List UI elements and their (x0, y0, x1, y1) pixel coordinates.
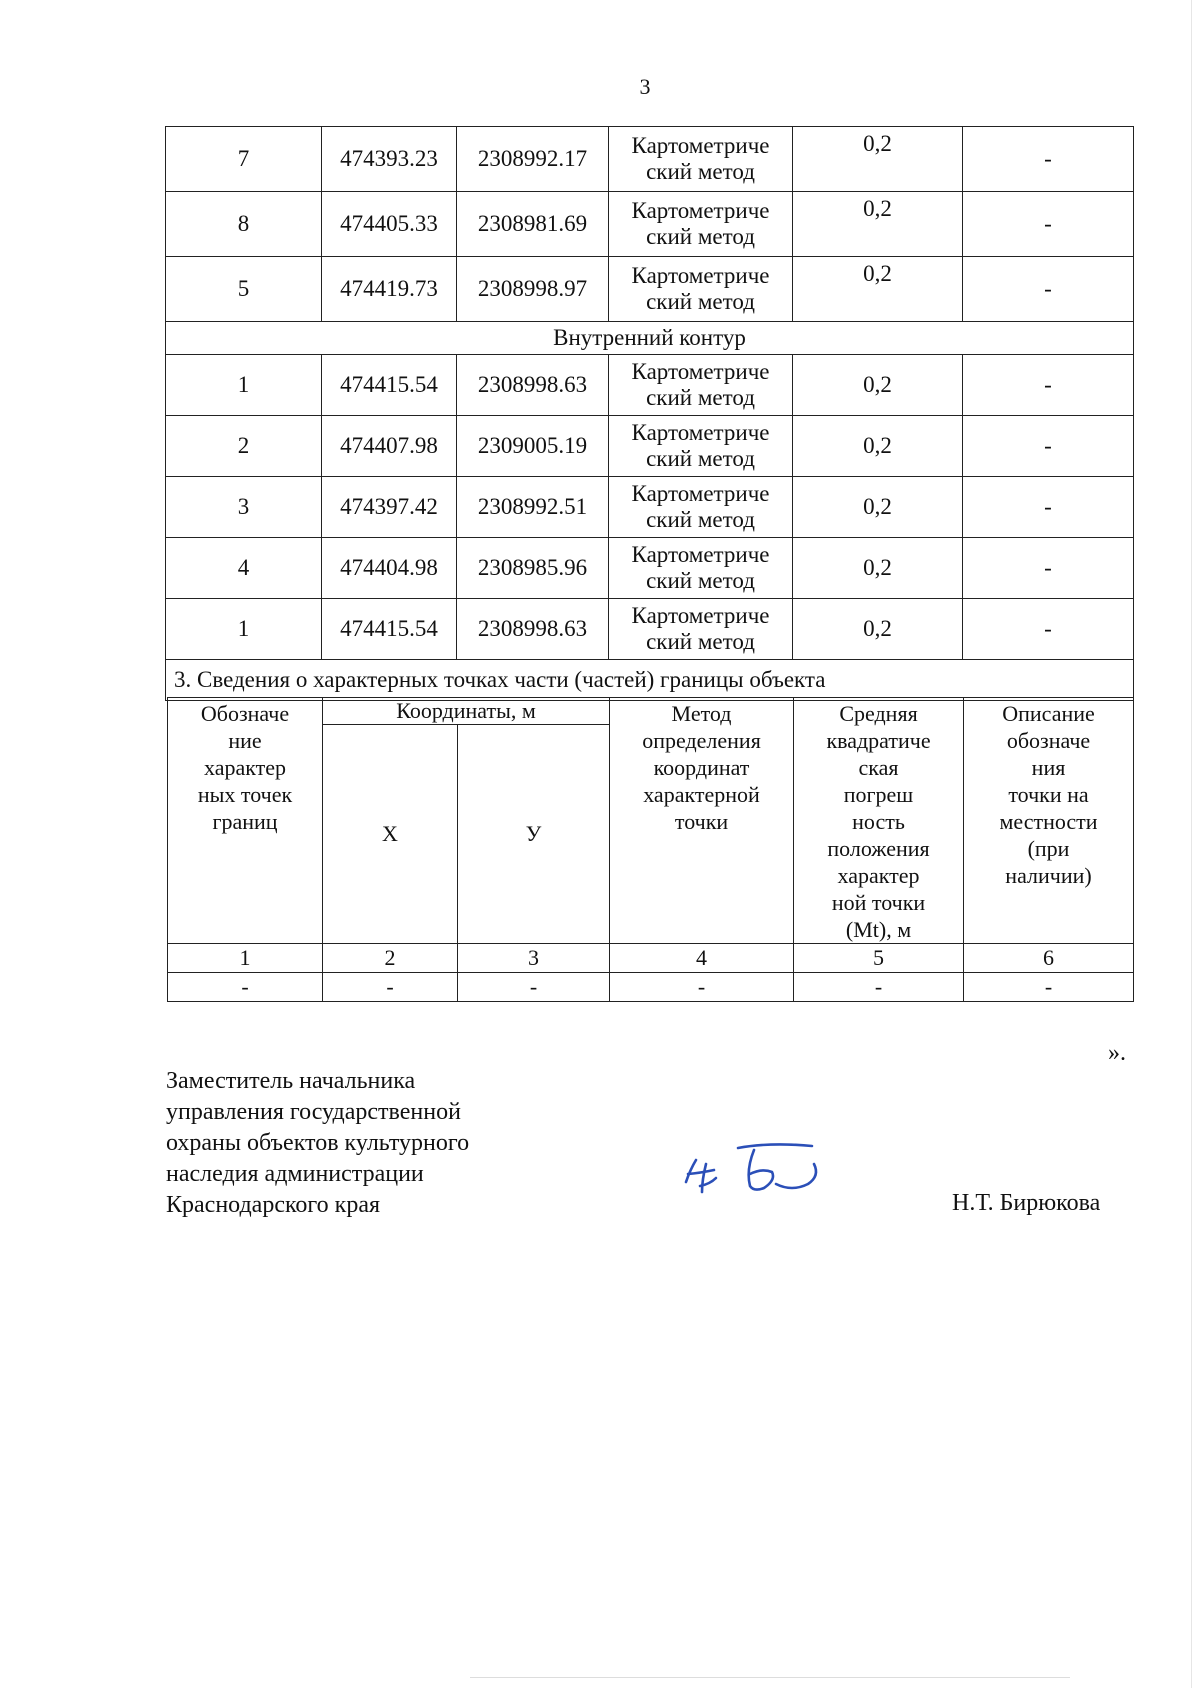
coord-x: 474397.42 (322, 477, 457, 538)
point-number: 2 (166, 416, 322, 477)
mean-error: 0,2 (793, 538, 963, 599)
empty-cell: - (964, 973, 1134, 1002)
method-line: Картометриче (631, 359, 770, 384)
coord-x: 474405.33 (322, 192, 457, 257)
coord-y: 2308981.69 (457, 192, 609, 257)
header-y: У (458, 725, 610, 944)
method-line: Картометриче (631, 420, 770, 445)
header-line: границ (212, 809, 278, 834)
method-cell (609, 355, 793, 416)
coord-y: 2308992.51 (457, 477, 609, 538)
table-row (166, 477, 1134, 538)
method-line: ский метод (646, 224, 755, 249)
column-numbers-row (168, 944, 1134, 973)
point-description: - (963, 257, 1134, 322)
method-line: Картометриче (631, 133, 770, 158)
method-cell (609, 599, 793, 660)
header-line: точки (674, 809, 729, 834)
signer-line: Краснодарского края (166, 1192, 381, 1218)
header-x: X (323, 725, 458, 944)
header-line: ность (852, 809, 905, 834)
header-line: точки на (1008, 782, 1089, 807)
header-line: ной точки (831, 890, 926, 915)
header-coordinates: Координаты, м (323, 698, 610, 725)
section3-table (167, 697, 1134, 1002)
method-line: ский метод (646, 289, 755, 314)
header-line: ния (1031, 755, 1066, 780)
table-row (166, 257, 1134, 322)
page-number: 3 (639, 74, 651, 99)
header-line: ние (228, 728, 262, 753)
method-cell (609, 127, 793, 192)
method-line: Картометриче (631, 542, 770, 567)
method-line: ский метод (646, 385, 755, 410)
header-line: характер (837, 863, 920, 888)
method-line: ский метод (646, 446, 755, 471)
method-line: ский метод (646, 507, 755, 532)
header-line: ская (858, 755, 899, 780)
header-line: определения (642, 728, 761, 753)
point-number: 8 (166, 192, 322, 257)
mean-error: 0,2 (793, 477, 963, 538)
point-number: 1 (166, 355, 322, 416)
signer-position (166, 1066, 469, 1221)
signer-line: наследия администрации (166, 1161, 424, 1187)
coord-x: 474407.98 (322, 416, 457, 477)
inner-contour-row (166, 322, 1134, 355)
coord-x: 474393.23 (322, 127, 457, 192)
header-line: (при (1027, 836, 1070, 861)
header-line: (Mt), м (845, 917, 912, 942)
signer-line: охраны объектов культурного (166, 1130, 470, 1156)
header-line: координат (653, 755, 750, 780)
empty-cell: - (794, 973, 964, 1002)
header-mean-error (794, 698, 964, 944)
header-line: погреш (843, 782, 914, 807)
header-line: положения (827, 836, 930, 861)
table-row (166, 599, 1134, 660)
point-description: - (963, 416, 1134, 477)
empty-cell: - (458, 973, 610, 1002)
table-row (166, 127, 1134, 192)
coord-x: 474419.73 (322, 257, 457, 322)
method-cell (609, 538, 793, 599)
method-line: Картометриче (631, 198, 770, 223)
coord-y: 2308998.63 (457, 355, 609, 416)
section3-caption: 3. Сведения о характерных точках части (частей) границы объекта (166, 660, 1134, 701)
empty-cell: - (610, 973, 794, 1002)
signer-name: Н.Т. Бирюкова (952, 1190, 1101, 1216)
column-number: 2 (323, 944, 458, 973)
header-line: Обозначе (200, 701, 290, 726)
header-line: Описание (1002, 701, 1095, 726)
method-line: Картометриче (631, 603, 770, 628)
header-line: Метод (671, 701, 732, 726)
mean-error: 0,2 (793, 127, 963, 192)
point-number: 5 (166, 257, 322, 322)
header-method (610, 698, 794, 944)
header-line: характер (203, 755, 287, 780)
header-line: наличии) (1005, 863, 1092, 888)
column-number: 4 (610, 944, 794, 973)
method-line: Картометриче (631, 263, 770, 288)
point-description: - (963, 355, 1134, 416)
column-number: 6 (964, 944, 1134, 973)
section3-caption-row (166, 660, 1134, 701)
header-line: ных точек (197, 782, 293, 807)
method-line: ский метод (646, 568, 755, 593)
method-line: ский метод (646, 629, 755, 654)
scan-bottom-line (470, 1677, 1070, 1678)
point-description: - (963, 127, 1134, 192)
table-row (166, 355, 1134, 416)
signer-line: Заместитель начальника (166, 1068, 416, 1094)
empty-cell: - (168, 973, 323, 1002)
point-description: - (963, 599, 1134, 660)
mean-error: 0,2 (793, 355, 963, 416)
coord-x: 474415.54 (322, 599, 457, 660)
header-description (964, 698, 1134, 944)
mean-error: 0,2 (793, 257, 963, 322)
table-row (166, 416, 1134, 477)
method-line: Картометриче (631, 481, 770, 506)
method-cell (609, 257, 793, 322)
mean-error: 0,2 (793, 416, 963, 477)
header-line: обозначе (1006, 728, 1091, 753)
column-number: 5 (794, 944, 964, 973)
method-cell (609, 416, 793, 477)
coordinates-table (165, 126, 1134, 701)
coord-x: 474415.54 (322, 355, 457, 416)
coord-y: 2308992.17 (457, 127, 609, 192)
page-edge-line (1191, 0, 1192, 1688)
point-number: 3 (166, 477, 322, 538)
coord-y: 2309005.19 (457, 416, 609, 477)
coord-x: 474404.98 (322, 538, 457, 599)
point-number: 1 (166, 599, 322, 660)
point-description: - (963, 538, 1134, 599)
point-number: 4 (166, 538, 322, 599)
column-number: 1 (168, 944, 323, 973)
coord-y: 2308985.96 (457, 538, 609, 599)
empty-cell: - (323, 973, 458, 1002)
method-line: ский метод (646, 159, 755, 184)
point-description: - (963, 192, 1134, 257)
table-row (166, 192, 1134, 257)
table-row (166, 538, 1134, 599)
header-line: характерной (643, 782, 760, 807)
signer-line: управления государственной (166, 1099, 461, 1125)
closing-quote: ». (1108, 1040, 1126, 1066)
header-line: Средняя (839, 701, 918, 726)
mean-error: 0,2 (793, 192, 963, 257)
header-designation (168, 698, 323, 944)
inner-contour-label: Внутренний контур (166, 322, 1134, 355)
handwritten-signature (680, 1140, 860, 1210)
header-line: квадратиче (826, 728, 931, 753)
header-line: местности (999, 809, 1098, 834)
method-cell (609, 477, 793, 538)
column-number: 3 (458, 944, 610, 973)
coord-y: 2308998.63 (457, 599, 609, 660)
method-cell (609, 192, 793, 257)
point-description: - (963, 477, 1134, 538)
point-number: 7 (166, 127, 322, 192)
coord-y: 2308998.97 (457, 257, 609, 322)
mean-error: 0,2 (793, 599, 963, 660)
empty-data-row (168, 973, 1134, 1002)
